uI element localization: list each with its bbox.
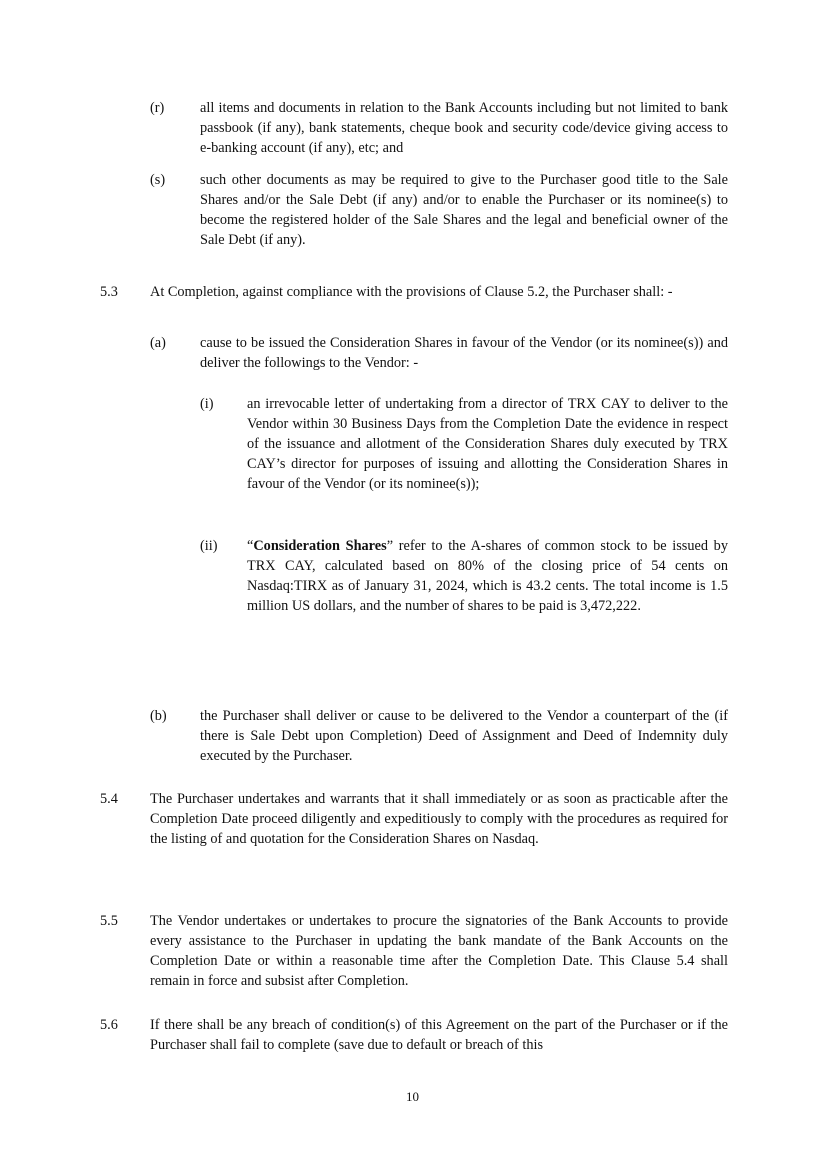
clause-5-3-text: At Completion, against compliance with the provisions of Clause 5.2, the Purchaser shall: - <box>150 284 673 300</box>
item-r-text: all items and documents in relation to the Bank Accounts including but not limited to bank passbook (if any), bank statements, cheque book and security code/device giving access to e-banking account (if any), etc; and <box>200 100 728 157</box>
item-a-text: cause to be issued the Consideration Shares in favour of the Vendor (or its nominee(s)) and deliver the followings to the Vendor: - <box>200 335 728 372</box>
item-ii-text: ” refer to the A-shares of common stock to be issued by TRX CAY, calculated based on 80% of the closing price of 54 cents on Nasdaq:TIRX as of January 31, 2024, which is 43.2 cents. The total income is 1.5 million US dollars, and the number of shares to be paid is 3,472,222. <box>247 538 728 615</box>
clause-5-5-text: The Vendor undertakes or undertakes to procure the signatories of the Bank Accounts to provide every assistance to the Purchaser in updating the bank mandate of the Bank Accounts on the Completion Date or within a reasonable time after the Completion Date. This Clause 5.4 shall remain in force and subsist after Completion. <box>150 913 728 990</box>
defined-term-consideration-shares: Consideration Shares <box>253 538 387 554</box>
item-r-label: (r) <box>150 100 165 116</box>
clause-5-4-number: 5.4 <box>100 791 118 807</box>
item-i-text: an irrevocable letter of undertaking from a director of TRX CAY to deliver to the Vendor within 30 Business Days from the Completion Date the evidence in respect of the issuance and allotment of the Consideration Shares duly executed by TRX CAY’s director for purposes of issuing and allotting the Consideration Shares in favour of the Vendor (or its nominee(s)); <box>247 396 728 493</box>
item-s-label: (s) <box>150 172 166 188</box>
item-b-text: the Purchaser shall deliver or cause to be delivered to the Vendor a counterpart of the (if there is Sale Debt upon Completion) Deed of Assignment and Deed of Indemnity duly executed by the Purchaser. <box>200 708 728 765</box>
clause-5-3-number: 5.3 <box>100 284 118 300</box>
clause-5-4-text: The Purchaser undertakes and warrants that it shall immediately or as soon as practicable after the Completion Date proceed diligently and expeditiously to comply with the procedures as required for the listing of and quotation for the Consideration Shares on Nasdaq. <box>150 791 728 848</box>
open-quote: “ <box>247 538 254 554</box>
clause-5-6-number: 5.6 <box>100 1017 118 1033</box>
item-i-label: (i) <box>200 396 214 412</box>
item-s-text: such other documents as may be required to give to the Purchaser good title to the Sale Shares and/or the Sale Debt (if any) and/or to enable the Purchaser or its nominee(s) to become the registered holder of the Sale Shares and the legal and beneficial owner of the Sale Debt (if any). <box>200 172 728 249</box>
item-a-label: (a) <box>150 335 166 351</box>
clause-5-5-number: 5.5 <box>100 913 118 929</box>
item-b-label: (b) <box>150 708 167 724</box>
item-ii-text-block <box>247 536 728 616</box>
clause-5-6-text: If there shall be any breach of condition(s) of this Agreement on the part of the Purchaser or if the Purchaser shall fail to complete (save due to default or breach of this <box>150 1017 728 1054</box>
page-number: 10 <box>406 1089 419 1104</box>
item-ii-label: (ii) <box>200 538 218 554</box>
